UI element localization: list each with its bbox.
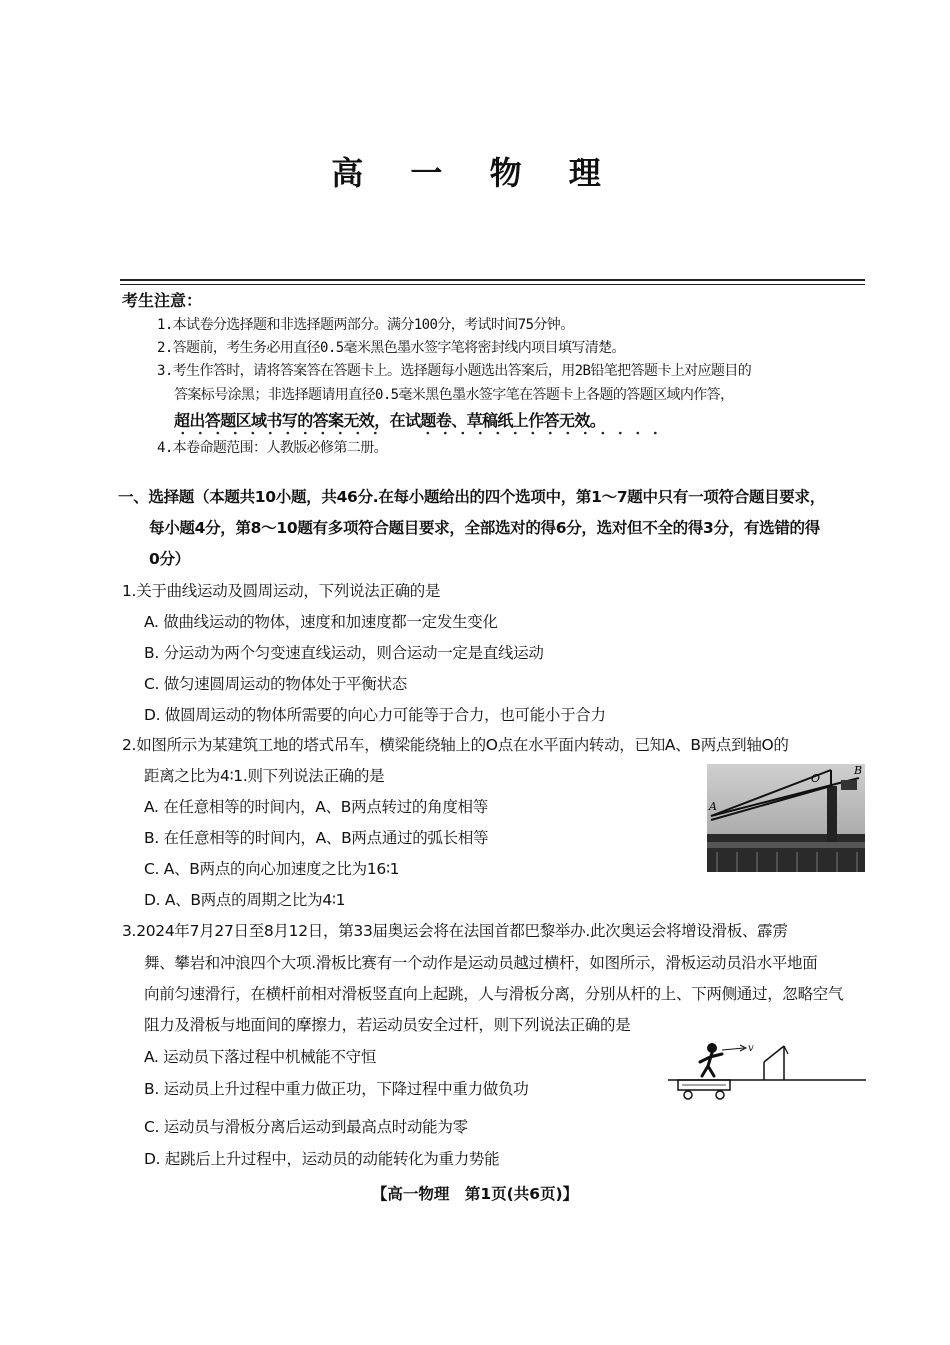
velocity-label: v xyxy=(748,1043,754,1054)
notice-heading: 考生注意： xyxy=(122,291,203,310)
section-header-line-2: 每小题4分，第8～10题有多项符合题目要求，全部选对的得6分，选对但不全的得3分，有选错的得 xyxy=(149,519,820,537)
question-2-option-d: D. A、B两点的周期之比为4∶1 xyxy=(144,891,346,909)
notice-item-3-cont: 答案标号涂黑；非选择题请用直径0.5毫米黑色墨水签字笔在答题卡上各题的答题区域内作答， xyxy=(174,387,734,403)
question-1-stem: 1.关于曲线运动及圆周运动，下列说法正确的是 xyxy=(122,582,441,600)
question-3-stem-1: 3.2024年7月27日至8月12日，第33届奥运会将在法国首都巴黎举办.此次奥运会将增设滑板、霹雳 xyxy=(122,922,788,940)
figure-label-o: O xyxy=(811,772,821,785)
question-1-option-d: D. 做圆周运动的物体所需要的向心力可能等于合力，也可能小于合力 xyxy=(144,706,606,724)
page-footer: 【高一物理 第1页(共6页)】 xyxy=(371,1185,579,1203)
notice-item-2: 2.答题前，考生务必用直径0.5毫米黑色墨水签字笔将密封线内项目填写清楚。 xyxy=(157,340,625,356)
question-3-stem-2: 舞、攀岩和冲浪四个大项.滑板比赛有一个动作是运动员越过横杆，如图所示，滑板运动员沿水平地面 xyxy=(144,954,818,972)
top-rule xyxy=(120,279,865,281)
question-1-option-b: B. 分运动为两个匀变速直线运动，则合运动一定是直线运动 xyxy=(144,644,544,662)
top-rule-thin xyxy=(120,284,865,285)
question-3-option-a: A. 运动员下落过程中机械能不守恒 xyxy=(144,1048,377,1066)
section-header-line-3: 0分） xyxy=(149,550,190,568)
emphasis-dots xyxy=(174,431,664,435)
question-1-option-c: C. 做匀速圆周运动的物体处于平衡状态 xyxy=(144,675,407,693)
question-3-option-c: C. 运动员与滑板分离后运动到最高点时动能为零 xyxy=(144,1118,468,1136)
question-3-option-d: D. 起跳后上升过程中，运动员的动能转化为重力势能 xyxy=(144,1150,500,1168)
question-2-stem-2: 距离之比为4∶1.则下列说法正确的是 xyxy=(144,767,385,785)
figure-label-a: A xyxy=(709,800,717,813)
question-3-stem-4: 阻力及滑板与地面间的摩擦力，若运动员安全过杆，则下列说法正确的是 xyxy=(144,1016,631,1034)
notice-item-4: 4.本卷命题范围：人教版必修第二册。 xyxy=(157,440,388,456)
figure-label-b: B xyxy=(854,764,863,777)
question-2-option-a: A. 在任意相等的时间内，A、B两点转过的角度相等 xyxy=(144,798,488,816)
question-3-stem-3: 向前匀速滑行，在横杆前相对滑板竖直向上起跳，人与滑板分离，分别从杆的上、下两侧通过，忽略空气 xyxy=(144,985,844,1003)
question-2-option-c: C. A、B两点的向心加速度之比为16∶1 xyxy=(144,860,400,878)
question-3-option-b: B. 运动员上升过程中重力做正功，下降过程中重力做负功 xyxy=(144,1080,529,1098)
page-title: 高 一 物 理 xyxy=(331,154,619,192)
question-1-option-a: A. 做曲线运动的物体，速度和加速度都一定发生变化 xyxy=(144,613,498,631)
notice-item-3: 3.考生作答时，请将答案答在答题卡上。选择题每小题选出答案后，用2B铅笔把答题卡上对应题目的 xyxy=(157,363,752,379)
skateboard-figure xyxy=(668,1040,868,1102)
notice-item-1: 1.本试卷分选择题和非选择题两部分。满分100分，考试时间75分钟。 xyxy=(157,317,574,333)
question-2-stem-1: 2.如图所示为某建筑工地的塔式吊车，横梁能绕轴上的O点在水平面内转动，已知A、B两点到轴O的 xyxy=(122,736,789,754)
notice-emphasis: 超出答题区域书写的答案无效，在试题卷、草稿纸上作答无效。 xyxy=(174,411,606,430)
question-2-option-b: B. 在任意相等的时间内，A、B两点通过的弧长相等 xyxy=(144,829,489,847)
section-header-line-1: 一、选择题（本题共10小题，共46分.在每小题给出的四个选项中，第1～7题中只有一项符合题目要求， xyxy=(118,488,825,506)
tower-crane-photo xyxy=(707,764,865,872)
